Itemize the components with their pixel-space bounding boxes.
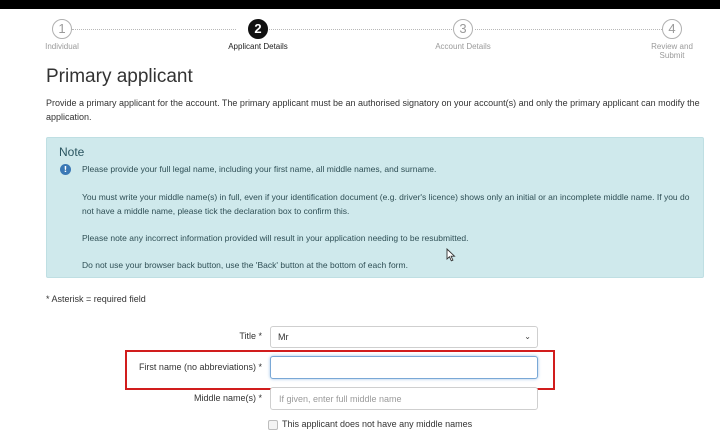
note-paragraph: You must write your middle name(s) in full, even if your identification document (e.g. driver's licence) shows only an initial or an incomplete middle name. If you do not have a middle name, please tick the declaration box to confirm this. bbox=[82, 192, 690, 216]
step-number: 1 bbox=[52, 19, 72, 39]
step-number: 4 bbox=[662, 19, 682, 39]
note-paragraph: Please provide your full legal name, including your first name, all middle names, and surname. bbox=[82, 164, 437, 174]
first-name-label: First name (no abbreviations) * bbox=[138, 362, 262, 372]
middle-name-input[interactable] bbox=[270, 387, 538, 410]
middle-name-label: Middle name(s) * bbox=[193, 393, 262, 403]
progress-stepper bbox=[0, 9, 720, 64]
chevron-down-icon: ⌄ bbox=[524, 332, 531, 341]
required-field-note: * Asterisk = required field bbox=[46, 294, 146, 304]
note-box bbox=[46, 137, 704, 278]
top-black-bar bbox=[0, 0, 720, 9]
title-select-value: Mr bbox=[278, 332, 289, 342]
note-paragraph: Do not use your browser back button, use the 'Back' button at the bottom of each form. bbox=[82, 260, 408, 270]
title-select[interactable] bbox=[270, 326, 538, 348]
step-label: Applicant Details bbox=[228, 42, 288, 51]
step-number: 3 bbox=[453, 19, 473, 39]
no-middle-name-label[interactable]: This applicant does not have any middle names bbox=[282, 419, 473, 429]
step-review-submit[interactable] bbox=[627, 19, 717, 60]
page-title: Primary applicant bbox=[46, 66, 193, 87]
title-label: Title * bbox=[239, 331, 262, 341]
step-account-details[interactable] bbox=[418, 19, 508, 51]
step-applicant-details[interactable] bbox=[213, 19, 303, 51]
step-number: 2 bbox=[248, 19, 268, 39]
step-individual[interactable] bbox=[17, 19, 107, 51]
no-middle-name-checkbox[interactable] bbox=[268, 420, 278, 430]
page-intro: Provide a primary applicant for the account. The primary applicant must be an authorised signatory on your account(s) and only the primary applicant can modify the application. bbox=[46, 98, 700, 122]
note-title: Note bbox=[59, 145, 85, 159]
step-label: Individual bbox=[45, 42, 79, 51]
mouse-pointer-icon bbox=[446, 248, 456, 262]
step-label: Account Details bbox=[435, 42, 491, 51]
first-name-input[interactable] bbox=[270, 356, 538, 379]
note-paragraph: Please note any incorrect information provided will result in your application needing to be resubmitted. bbox=[82, 233, 469, 243]
step-label: Review and Submit bbox=[651, 42, 693, 60]
info-icon: ! bbox=[60, 164, 71, 175]
